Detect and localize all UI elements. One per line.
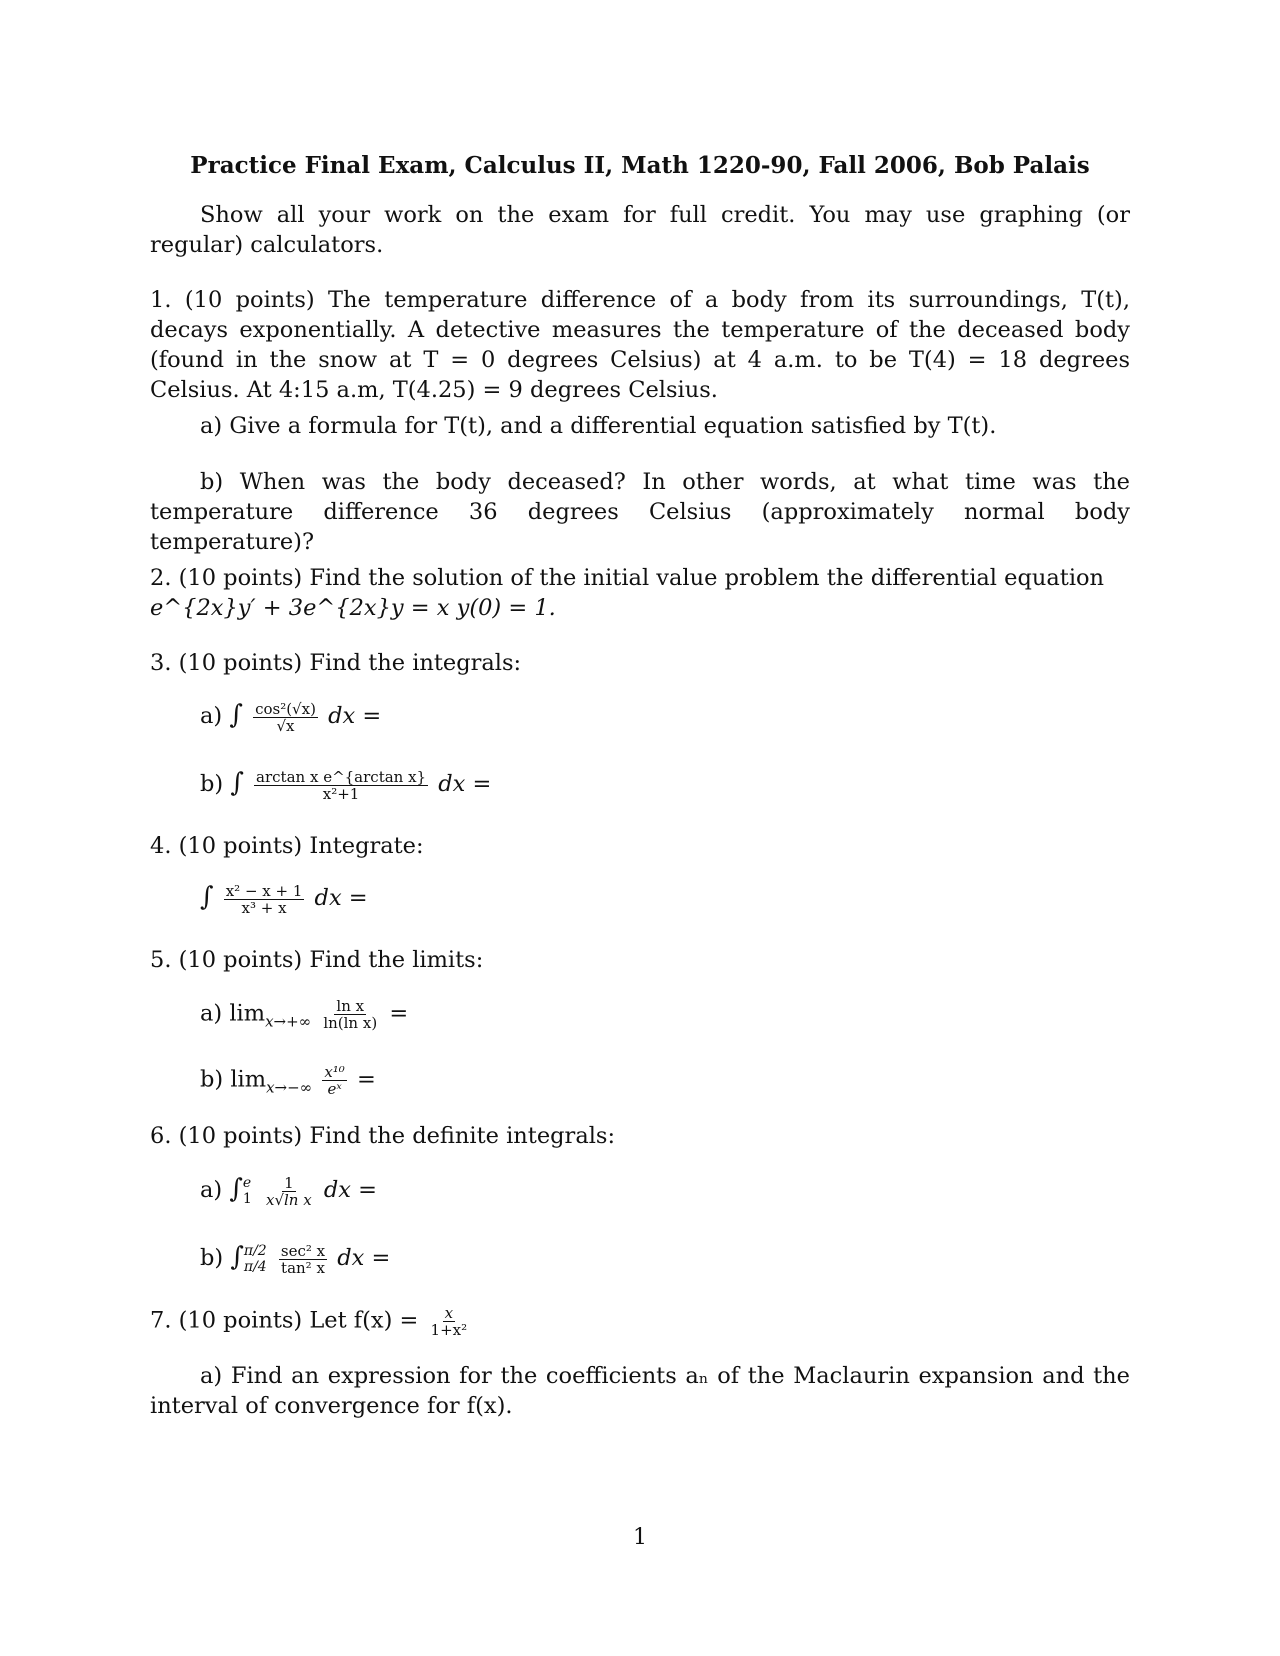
question-6a-upper-limit: e [242,1175,252,1191]
page-title: Practice Final Exam, Calculus II, Math 1220-90, Fall 2006, Bob Palais [190,152,1090,179]
question-6a-numerator: 1 [284,1173,294,1192]
question-7-denominator: 1+x² [430,1321,468,1339]
question-3b-fraction [254,769,428,802]
question-6b-numerator: sec² x [280,1241,326,1260]
question-5a-equals: = [389,1000,409,1027]
question-3b [200,768,491,802]
question-5b-label: b) lim [200,1066,267,1093]
question-7-intro: 7. (10 points) Let f(x) = [150,1307,419,1334]
question-5b-limit-subscript: x→−∞ [266,1078,313,1097]
question-6a-limits [243,1175,252,1207]
question-2-text: 2. (10 points) Find the solution of the initial value problem the differential equation [150,565,1105,591]
question-4-text: 4. (10 points) Integrate: [150,833,424,859]
question-4-numerator: x² − x + 1 [225,881,303,900]
question-6b [200,1242,390,1276]
question-5-text: 5. (10 points) Find the limits: [150,947,484,973]
question-6a-dx: dx = [323,1177,377,1203]
question-6b-label: b) [200,1245,224,1271]
question-4-denominator: x³ + x [241,898,287,917]
question-5a-denominator: ln(ln x) [323,1014,378,1032]
question-6a-label: a) [200,1177,223,1203]
question-6-text: 6. (10 points) Find the definite integrals: [150,1123,616,1149]
question-3b-dx: dx = [438,771,492,797]
question-1b: b) When was the body deceased? In other words, at what time was the temperature difference 36 degrees Celsius (approximately normal body temperature)? [150,469,1130,555]
question-5b [200,1064,376,1103]
question-6b-fraction [279,1243,327,1276]
integral-sign: ∫ [229,1174,243,1204]
integral-sign: ∫ [200,882,214,912]
question-5a-limit-subscript: x→+∞ [265,1012,312,1031]
question-1-text: 1. (10 points) The temperature difference of a body from its surroundings, T(t), decays exponentially. A detective measures the temperature of the deceased body (found in the snow at T = 0 degrees Celsius) at 4 a.m. to be T(4) = 18 degrees Celsius. At 4:15 a.m, T(4.25) = 9 degrees Celsius. [150,287,1130,403]
question-4-dx: dx = [314,885,368,911]
question-6a-fraction [264,1175,314,1208]
question-6b-limits [244,1243,267,1275]
question-3b-label: b) [200,771,224,797]
instructions: Show all your work on the exam for full credit. You may use graphing (or regular) calculators. [150,202,1130,258]
question-5a-label: a) lim [200,1000,266,1027]
question-4-fraction [224,883,305,916]
question-7-fraction [429,1305,470,1338]
integral-sign: ∫ [229,700,243,730]
question-3a-denominator: √x [276,716,295,735]
integral-sign: ∫ [230,1242,244,1272]
question-4-integral [200,882,368,916]
question-6a-denominator: x√ln x [265,1190,312,1209]
question-3b-denominator: x²+1 [322,784,360,803]
question-5a-fraction [321,998,379,1031]
question-3b-numerator: arctan x e^{arctan x} [256,767,427,786]
question-7-numerator: x [444,1304,454,1322]
integral-sign: ∫ [230,768,244,798]
question-3a-label: a) [200,703,223,729]
question-7a: a) Find an expression for the coefficients aₙ of the Maclaurin expansion and the interval of convergence for f(x). [150,1363,1130,1419]
question-5b-fraction [322,1064,347,1097]
question-6b-lower-limit: π/4 [243,1259,267,1275]
question-6a [200,1174,377,1208]
question-5a [200,998,408,1037]
question-2-equation: e^{2x}y′ + 3e^{2x}y = x y(0) = 1. [150,595,556,621]
question-6a-lower-limit: 1 [242,1191,252,1207]
question-5b-numerator: x¹⁰ [324,1063,345,1081]
question-3a-numerator: cos²(√x) [255,699,316,718]
question-3a-dx: dx = [328,703,382,729]
question-6b-dx: dx = [337,1245,391,1271]
question-7-text [150,1305,1130,1338]
question-3a-fraction [253,701,318,734]
question-5b-equals: = [356,1066,376,1093]
question-3a [200,700,381,734]
question-1a: a) Give a formula for T(t), and a differential equation satisfied by T(t). [200,413,997,439]
question-6b-denominator: tan² x [281,1258,325,1277]
question-6b-upper-limit: π/2 [243,1243,267,1259]
page-number: 1 [633,1525,647,1550]
question-3-text: 3. (10 points) Find the integrals: [150,650,522,676]
question-5a-numerator: ln x [336,997,365,1015]
question-5b-denominator: eˣ [327,1080,342,1098]
